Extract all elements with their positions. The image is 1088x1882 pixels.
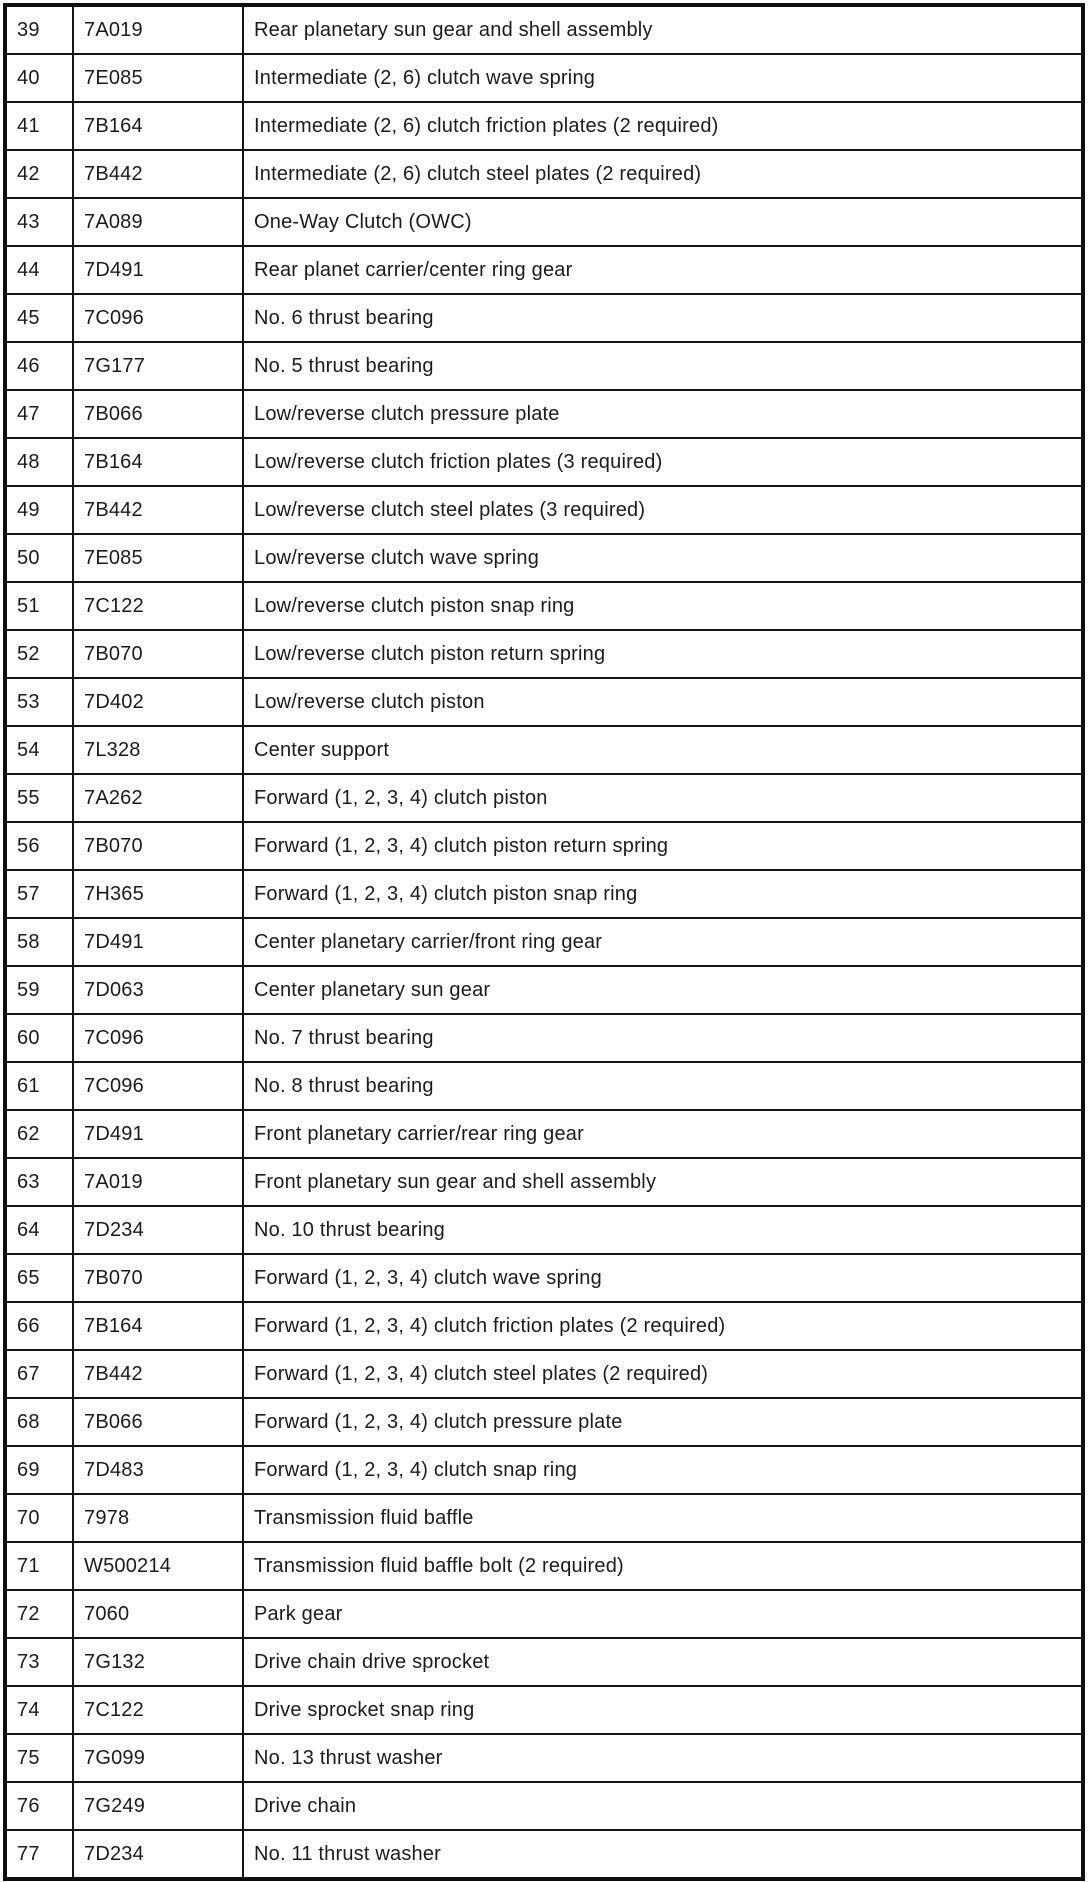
item-number-cell: 46 [5,342,73,390]
item-number-cell: 68 [5,1398,73,1446]
description-cell: Forward (1, 2, 3, 4) clutch piston return spring [243,822,1083,870]
table-row [5,1206,1083,1254]
table-row [5,1014,1083,1062]
table-row [5,342,1083,390]
description-cell: Center planetary sun gear [243,966,1083,1014]
table-row [5,1638,1083,1686]
description-cell: No. 8 thrust bearing [243,1062,1083,1110]
item-number-cell: 41 [5,102,73,150]
description-cell: Transmission fluid baffle [243,1494,1083,1542]
description-cell: Drive chain [243,1782,1083,1830]
description-cell: Forward (1, 2, 3, 4) clutch wave spring [243,1254,1083,1302]
description-cell: No. 5 thrust bearing [243,342,1083,390]
item-number-cell: 70 [5,1494,73,1542]
item-number-cell: 75 [5,1734,73,1782]
table-row [5,294,1083,342]
part-number-cell: 7D402 [73,678,243,726]
part-number-cell: 7G249 [73,1782,243,1830]
description-cell: Forward (1, 2, 3, 4) clutch steel plates (2 required) [243,1350,1083,1398]
description-cell: Forward (1, 2, 3, 4) clutch pressure plate [243,1398,1083,1446]
item-number-cell: 63 [5,1158,73,1206]
table-row [5,1398,1083,1446]
table-row [5,1782,1083,1830]
part-number-cell: 7B070 [73,822,243,870]
item-number-cell: 53 [5,678,73,726]
table-row [5,5,1083,54]
part-number-cell: 7G177 [73,342,243,390]
item-number-cell: 44 [5,246,73,294]
part-number-cell: 7G132 [73,1638,243,1686]
part-number-cell: 7C122 [73,1686,243,1734]
item-number-cell: 39 [5,5,73,54]
item-number-cell: 47 [5,390,73,438]
part-number-cell: 7C096 [73,294,243,342]
table-row [5,1542,1083,1590]
item-number-cell: 49 [5,486,73,534]
table-row [5,774,1083,822]
part-number-cell: 7L328 [73,726,243,774]
item-number-cell: 72 [5,1590,73,1638]
item-number-cell: 64 [5,1206,73,1254]
part-number-cell: 7G099 [73,1734,243,1782]
part-number-cell: 7C096 [73,1062,243,1110]
part-number-cell: 7D491 [73,246,243,294]
item-number-cell: 48 [5,438,73,486]
part-number-cell: 7B070 [73,630,243,678]
description-cell: No. 13 thrust washer [243,1734,1083,1782]
description-cell: No. 11 thrust washer [243,1830,1083,1879]
table-row [5,1254,1083,1302]
table-row [5,1494,1083,1542]
description-cell: Front planetary carrier/rear ring gear [243,1110,1083,1158]
table-row [5,1110,1083,1158]
table-row [5,582,1083,630]
description-cell: Rear planet carrier/center ring gear [243,246,1083,294]
part-number-cell: 7A262 [73,774,243,822]
item-number-cell: 76 [5,1782,73,1830]
part-number-cell: 7D491 [73,918,243,966]
part-number-cell: 7B070 [73,1254,243,1302]
part-number-cell: 7B066 [73,390,243,438]
table-row [5,1302,1083,1350]
table-row [5,1830,1083,1879]
table-row [5,438,1083,486]
item-number-cell: 43 [5,198,73,246]
item-number-cell: 45 [5,294,73,342]
item-number-cell: 58 [5,918,73,966]
item-number-cell: 50 [5,534,73,582]
description-cell: Intermediate (2, 6) clutch steel plates (2 required) [243,150,1083,198]
table-row [5,822,1083,870]
part-number-cell: 7D063 [73,966,243,1014]
table-row [5,54,1083,102]
item-number-cell: 74 [5,1686,73,1734]
table-row [5,678,1083,726]
item-number-cell: 65 [5,1254,73,1302]
description-cell: Rear planetary sun gear and shell assembly [243,5,1083,54]
part-number-cell: W500214 [73,1542,243,1590]
table-row [5,1350,1083,1398]
part-number-cell: 7D234 [73,1206,243,1254]
description-cell: Intermediate (2, 6) clutch friction plates (2 required) [243,102,1083,150]
item-number-cell: 40 [5,54,73,102]
item-number-cell: 71 [5,1542,73,1590]
item-number-cell: 61 [5,1062,73,1110]
table-row [5,870,1083,918]
item-number-cell: 62 [5,1110,73,1158]
table-row [5,390,1083,438]
table-row [5,150,1083,198]
description-cell: Low/reverse clutch friction plates (3 required) [243,438,1083,486]
table-row [5,1158,1083,1206]
part-number-cell: 7D234 [73,1830,243,1879]
table-row [5,1686,1083,1734]
table-row [5,246,1083,294]
description-cell: Center support [243,726,1083,774]
description-cell: Forward (1, 2, 3, 4) clutch snap ring [243,1446,1083,1494]
description-cell: Low/reverse clutch piston [243,678,1083,726]
table-row [5,486,1083,534]
part-number-cell: 7B442 [73,1350,243,1398]
table-row [5,966,1083,1014]
description-cell: No. 7 thrust bearing [243,1014,1083,1062]
description-cell: Forward (1, 2, 3, 4) clutch piston [243,774,1083,822]
part-number-cell: 7B164 [73,1302,243,1350]
parts-table-body [5,5,1083,1879]
description-cell: Low/reverse clutch piston snap ring [243,582,1083,630]
description-cell: Low/reverse clutch steel plates (3 required) [243,486,1083,534]
part-number-cell: 7C096 [73,1014,243,1062]
part-number-cell: 7060 [73,1590,243,1638]
description-cell: Park gear [243,1590,1083,1638]
part-number-cell: 7A019 [73,1158,243,1206]
part-number-cell: 7A019 [73,5,243,54]
item-number-cell: 73 [5,1638,73,1686]
part-number-cell: 7B066 [73,1398,243,1446]
table-row [5,534,1083,582]
description-cell: Forward (1, 2, 3, 4) clutch piston snap ring [243,870,1083,918]
item-number-cell: 60 [5,1014,73,1062]
table-row [5,1062,1083,1110]
description-cell: No. 10 thrust bearing [243,1206,1083,1254]
item-number-cell: 69 [5,1446,73,1494]
description-cell: Drive chain drive sprocket [243,1638,1083,1686]
table-row [5,198,1083,246]
description-cell: Front planetary sun gear and shell assembly [243,1158,1083,1206]
description-cell: No. 6 thrust bearing [243,294,1083,342]
description-cell: Forward (1, 2, 3, 4) clutch friction plates (2 required) [243,1302,1083,1350]
description-cell: Drive sprocket snap ring [243,1686,1083,1734]
part-number-cell: 7B164 [73,438,243,486]
item-number-cell: 52 [5,630,73,678]
item-number-cell: 51 [5,582,73,630]
table-row [5,1734,1083,1782]
item-number-cell: 56 [5,822,73,870]
description-cell: Transmission fluid baffle bolt (2 required) [243,1542,1083,1590]
parts-table [3,3,1085,1881]
item-number-cell: 54 [5,726,73,774]
part-number-cell: 7B164 [73,102,243,150]
description-cell: One-Way Clutch (OWC) [243,198,1083,246]
part-number-cell: 7E085 [73,534,243,582]
description-cell: Low/reverse clutch pressure plate [243,390,1083,438]
description-cell: Intermediate (2, 6) clutch wave spring [243,54,1083,102]
part-number-cell: 7D491 [73,1110,243,1158]
item-number-cell: 77 [5,1830,73,1879]
part-number-cell: 7H365 [73,870,243,918]
table-row [5,630,1083,678]
description-cell: Center planetary carrier/front ring gear [243,918,1083,966]
part-number-cell: 7978 [73,1494,243,1542]
table-row [5,918,1083,966]
part-number-cell: 7D483 [73,1446,243,1494]
table-row [5,1446,1083,1494]
part-number-cell: 7A089 [73,198,243,246]
table-row [5,1590,1083,1638]
table-row [5,726,1083,774]
table-row [5,102,1083,150]
description-cell: Low/reverse clutch wave spring [243,534,1083,582]
description-cell: Low/reverse clutch piston return spring [243,630,1083,678]
part-number-cell: 7B442 [73,486,243,534]
item-number-cell: 55 [5,774,73,822]
item-number-cell: 67 [5,1350,73,1398]
item-number-cell: 42 [5,150,73,198]
part-number-cell: 7B442 [73,150,243,198]
part-number-cell: 7C122 [73,582,243,630]
item-number-cell: 57 [5,870,73,918]
item-number-cell: 66 [5,1302,73,1350]
part-number-cell: 7E085 [73,54,243,102]
item-number-cell: 59 [5,966,73,1014]
